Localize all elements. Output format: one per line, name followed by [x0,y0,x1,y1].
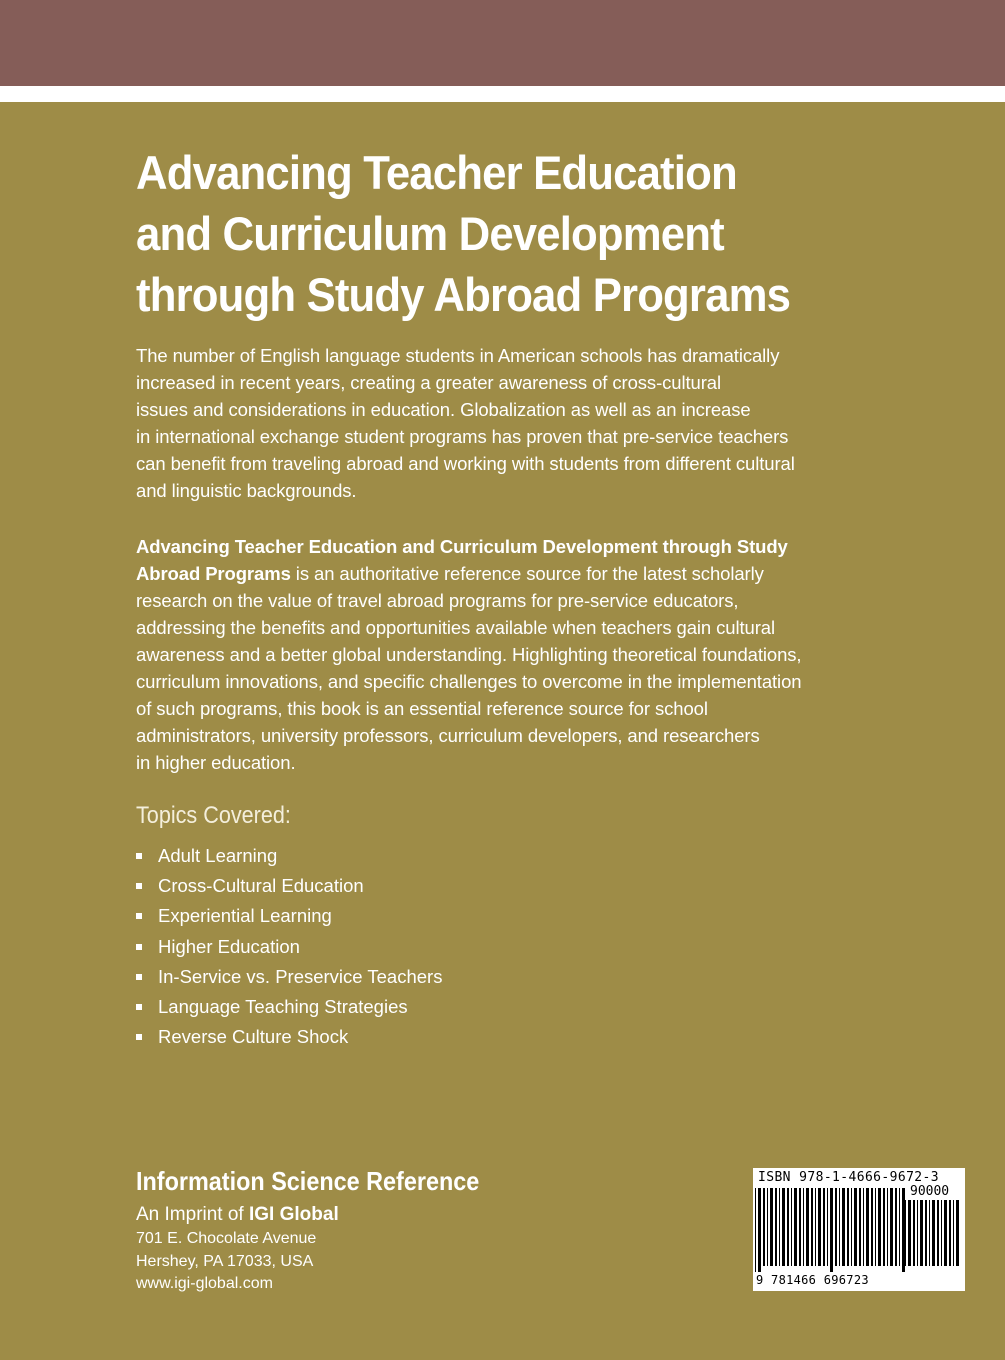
book-title [136,142,899,325]
barcode-bar [851,1188,852,1266]
paragraph-line: curriculum innovations, and specific challenges to overcome in the implementation [136,671,802,692]
topics-list [136,842,442,1053]
barcode-bar [775,1188,777,1266]
barcode-bar [883,1188,885,1266]
barcode-bar [890,1188,893,1266]
topic-item [136,1023,442,1053]
barcode-bar [779,1188,780,1266]
bullet-square-icon [136,853,142,859]
barcode-bar [787,1188,789,1266]
barcode-bar [815,1188,816,1266]
paragraph-line: of such programs, this book is an essential reference source for school [136,698,708,719]
barcode-bar [866,1188,869,1266]
bullet-square-icon [136,913,142,919]
barcode-digits: 9 781466 696723 [756,1273,869,1287]
barcode-bar [767,1188,768,1266]
barcode-bar [758,1188,761,1272]
topic-item [136,842,442,872]
topic-item [136,993,442,1023]
barcode-bar [854,1188,857,1266]
imprint-line [136,1202,517,1228]
paragraph-line: issues and considerations in education. Globalization as well as an increase [136,399,751,420]
bullet-square-icon [136,974,142,980]
topic-item [136,902,442,932]
description-paragraph-1 [136,342,795,504]
description-paragraph-2 [136,533,801,776]
imprint-prefix: An Imprint of [136,1204,249,1225]
barcode-bar [839,1188,840,1266]
topic-label: Adult Learning [158,845,278,866]
barcode-bar [823,1188,825,1266]
title-line: through Study Abroad Programs [136,268,791,321]
paragraph-text: is an authoritative reference source for the latest scholarly [290,563,764,584]
topic-label: Higher Education [158,935,300,957]
address-line-2: Hershey, PA 17033, USA [136,1252,314,1270]
barcode-bar [782,1188,785,1266]
barcode-bar [956,1200,959,1266]
topic-label: Cross-Cultural Education [158,875,364,897]
barcode-bar [806,1188,809,1266]
topic-label: Reverse Culture Shock [158,1026,349,1048]
publisher-name: Information Science Reference [136,1166,480,1196]
topic-label: Experiential Learning [158,905,332,927]
barcode-bar [803,1188,804,1266]
barcode-addon-text: 90000 [910,1184,950,1199]
barcode-bar [925,1200,927,1266]
barcode-bar [929,1200,930,1266]
bullet-square-icon [136,944,142,950]
barcode-bar [917,1200,918,1266]
topic-label: Language Teaching Strategies [158,995,408,1017]
topic-item [136,963,442,993]
barcode-bar [847,1188,849,1266]
topics-heading: Topics Covered: [136,802,291,829]
barcode-bar [887,1188,888,1266]
bullet-square-icon [136,1034,142,1040]
barcode-bar [953,1200,954,1266]
bullet-square-icon [136,1004,142,1010]
paragraph-line: can benefit from traveling abroad and working with students from different cultural [136,453,795,474]
paragraph-line: awareness and a better global understanding. Highlighting theoretical foundations, [136,644,802,665]
publisher-block [136,1164,517,1296]
book-title-inline: Abroad Programs [136,563,291,584]
barcode-bar [763,1188,765,1266]
title-line: and Curriculum Development [136,207,724,260]
barcode-bar [871,1188,873,1266]
barcode-bar [913,1200,915,1266]
barcode-bars [755,1188,905,1272]
book-title-inline: Advancing Teacher Education and Curriculum Development through Study [136,536,788,557]
barcode-bar [941,1200,942,1266]
barcode-bar [794,1188,797,1266]
barcode-bar [755,1188,756,1272]
topic-item [136,933,442,963]
topic-label: In-Service vs. Preservice Teachers [158,965,443,987]
address-line-1: 701 E. Chocolate Avenue [136,1230,317,1247]
bullet-square-icon [136,883,142,889]
paragraph-line: administrators, university professors, curriculum developers, and researchers [136,725,760,746]
barcode-bar [830,1188,833,1272]
topic-item [136,872,442,902]
barcode-bar [899,1188,900,1266]
barcode-bar [895,1188,897,1266]
barcode-bar [770,1188,773,1266]
barcode-bar [842,1188,845,1266]
isbn-text: ISBN 978-1-4666-9672-3 [758,1170,939,1185]
barcode-bar [949,1200,951,1266]
paragraph-line: increased in recent years, creating a greater awareness of cross-cultural [136,372,721,393]
barcode-bar [799,1188,801,1266]
barcode-bar [827,1188,828,1266]
paragraph-line [136,533,801,560]
barcode-bar [908,1200,911,1266]
paragraph-line: The number of English language students in American schools has dramatically [136,345,780,366]
paragraph-line: and linguistic backgrounds. [136,480,357,501]
barcode-bar [863,1188,864,1266]
barcode-bar [835,1188,837,1266]
isbn-barcode [753,1168,965,1291]
barcode-bar [818,1188,821,1266]
title-line: Advancing Teacher Education [136,146,737,199]
imprint-name: IGI Global [249,1204,339,1225]
barcode-bar [878,1188,881,1266]
paragraph-line: in higher education. [136,752,296,773]
barcode-bar [875,1188,876,1266]
barcode-bar [944,1200,947,1266]
barcode-bar [905,1200,906,1266]
paragraph-line [136,560,801,587]
barcode-bar [791,1188,792,1266]
barcode-bar [932,1200,935,1266]
white-divider [0,86,1005,102]
barcode-bar [937,1200,939,1266]
website: www.igi-global.com [136,1275,273,1292]
paragraph-line: research on the value of travel abroad programs for pre-service educators, [136,590,739,611]
barcode-bar [920,1200,923,1266]
barcode-bar [811,1188,813,1266]
barcode-bar [859,1188,861,1266]
top-color-band [0,0,1005,86]
barcode-addon-bars [905,1200,961,1272]
paragraph-line: addressing the benefits and opportunities available when teachers gain cultural [136,617,775,638]
back-cover [0,102,1005,1360]
paragraph-line: in international exchange student programs has proven that pre-service teachers [136,426,789,447]
